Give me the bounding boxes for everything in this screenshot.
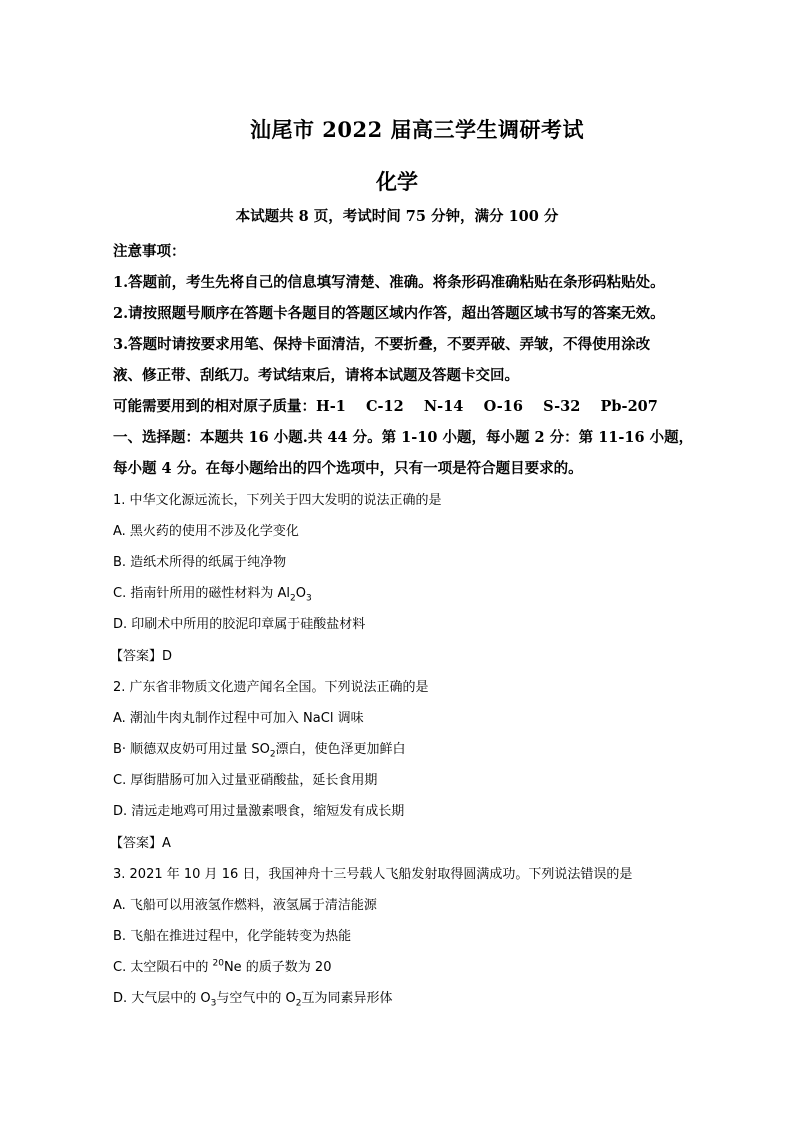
exam-info: 本试题共 8 页，考试时间 75 分钟，满分 100 分 [235,208,559,225]
question-1-stem: 1. 中华文化源远流长，下列关于四大发明的说法正确的是 [113,493,442,508]
question-2-option-b: B· 顺德双皮奶可用过量 $SO_2$漂白，使色泽更加鲜白 [113,742,406,760]
section-instruction-2: 每小题 4 分。在每小题给出的四个选项中，只有一项是符合题目要求的。 [113,460,583,477]
notice-item-3: 3.答题时请按要求用笔、保持卡面清洁，不要折叠，不要弄破、弄皱，不得使用涂改 [113,336,651,353]
question-3-stem: 3. 2021 年 10 月 16 日，我国神舟十三号载人飞船发射取得圆满成功。下列说法错误的是 [113,867,633,882]
question-2-option-d: D. 清远走地鸡可用过量激素喂食，缩短发有成长期 [113,804,405,819]
question-1-option-d: D. 印刷术中所用的胶泥印章属于硅酸盐材料 [113,617,366,632]
notice-heading: 注意事项： [113,243,186,260]
question-3-option-b: B. 飞船在推进过程中，化学能转变为热能 [113,929,352,944]
question-2-option-a: A. 潮汕牛肉丸制作过程中可加入 NaCl 调味 [113,711,364,726]
exam-subject: 化学 [376,169,418,194]
question-3-option-a: A. 飞船可以用液氢作燃料，液氢属于清洁能源 [113,898,377,913]
question-1-option-c: C. 指南针所用的磁性材料为 $Al_2O_3$ [113,586,312,604]
question-3-option-c: C. 太空陨石中的 $^{20}$Ne 的质子数为 20 [113,958,332,975]
question-1-option-b: B. 造纸术所得的纸属于纯净物 [113,555,287,570]
question-2-answer: 【答案】A [110,836,171,851]
question-1-option-a: A. 黑火药的使用不涉及化学变化 [113,524,299,539]
question-1-answer: 【答案】D [110,649,173,664]
question-2-stem: 2. 广东省非物质文化遗产闻名全国。下列说法正确的是 [113,680,429,695]
exam-title: 汕尾市 2022 届高三学生调研考试 [249,117,585,142]
atomic-mass-line: 可能需要用到的相对原子质量：H-1 C-12 N-14 O-16 S-32 Pb-207 [113,398,658,415]
notice-item-1: 1.答题前，考生先将自己的信息填写清楚、准确。将条形码准确粘贴在条形码粘贴处。 [113,274,665,291]
question-2-option-c: C. 厚街腊肠可加入过量亚硝酸盐，延长食用期 [113,773,378,788]
notice-item-3-cont: 液、修正带、刮纸刀。考试结束后，请将本试题及答题卡交回。 [113,367,519,384]
notice-item-2: 2.请按照题号顺序在答题卡各题目的答题区域内作答，超出答题区域书写的答案无效。 [113,305,665,322]
section-instruction-1: 一、选择题：本题共 16 小题.共 44 分。第 1-10 小题，每小题 2 分：第 11-16 小题， [113,429,694,446]
question-3-option-d: D. 大气层中的 $O_3$与空气中的 $O_2$互为同素异形体 [113,991,393,1009]
